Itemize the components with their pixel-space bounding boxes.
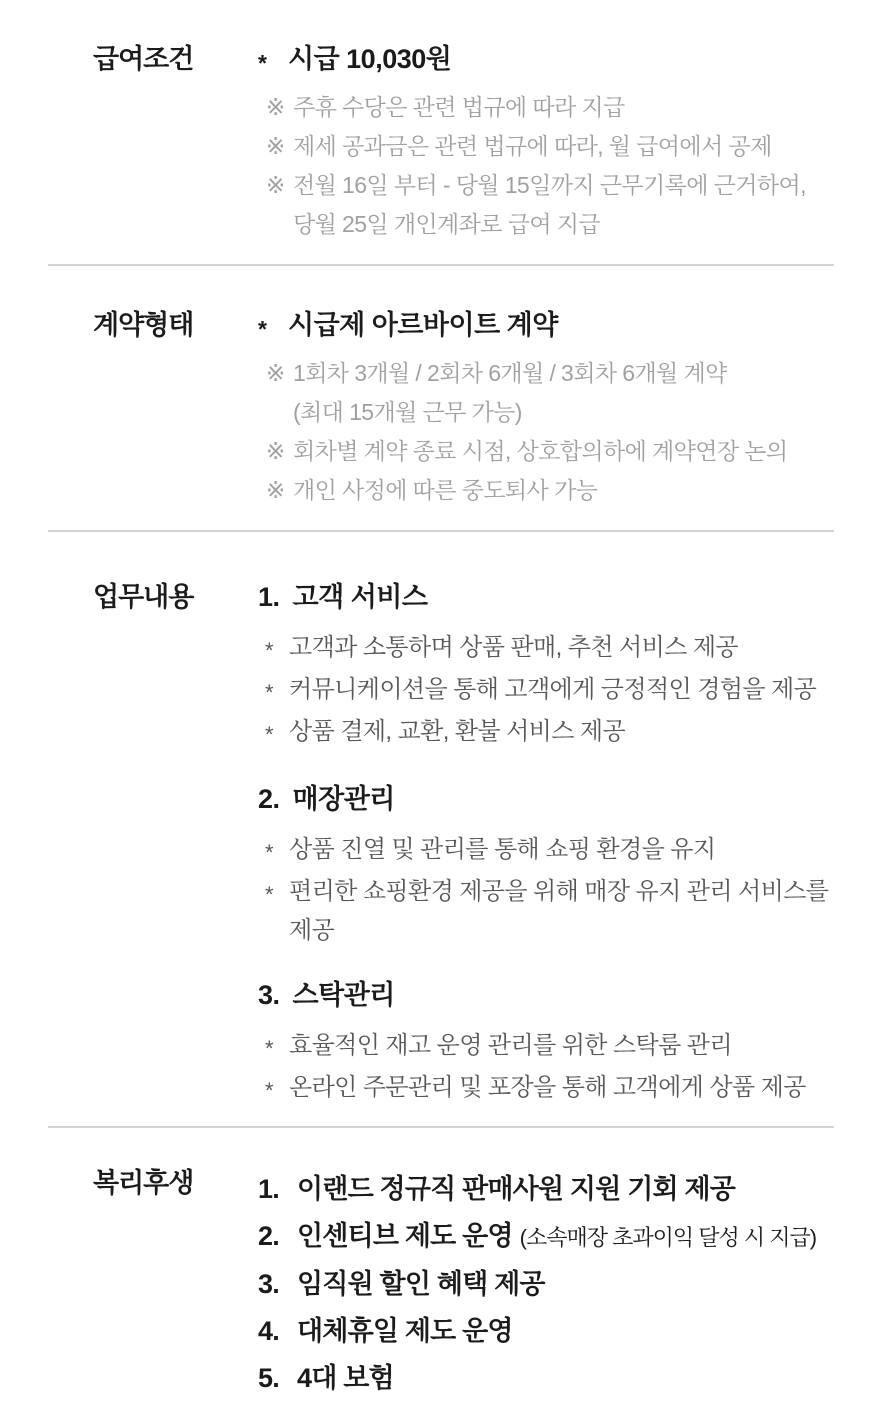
duty-group-title: [258, 782, 835, 816]
reference-marker: ※: [266, 172, 285, 198]
salary-note: [266, 166, 835, 205]
section-benefits-label: 복리후생: [93, 1168, 194, 1198]
asterisk-marker: *: [265, 1078, 273, 1103]
duty-bullet-text: 효율적인 재고 운영 관리를 위한 스탁룸 관리: [289, 1032, 732, 1059]
duty-bullet: [265, 628, 835, 670]
duty-group-title: [258, 580, 835, 614]
benefit-item: [258, 1166, 835, 1213]
duty-group-stock-management: [258, 978, 835, 1110]
duty-group-title-text: 매장관리: [292, 784, 395, 814]
duty-bullet-text: 상품 진열 및 관리를 통해 쇼핑 환경을 유지: [289, 836, 716, 863]
section-contract-label: 계약형태: [93, 310, 194, 340]
empty-marker: [266, 393, 293, 432]
benefit-number: 3.: [258, 1269, 279, 1299]
asterisk-marker: *: [265, 638, 273, 663]
reference-marker: ※: [266, 133, 285, 159]
asterisk-marker: *: [265, 882, 273, 907]
duty-group-number: 2.: [258, 784, 280, 814]
duty-bullet-text: 온라인 주문관리 및 포장을 통해 고객에게 상품 제공: [289, 1074, 806, 1101]
contract-main-line: [258, 308, 835, 346]
benefit-item: [258, 1355, 835, 1402]
reference-marker: ※: [266, 477, 285, 503]
benefit-text: 인센티브 제도 운영: [297, 1221, 513, 1251]
duty-bullet: [265, 1068, 835, 1110]
duty-group-title-text: 고객 서비스: [292, 582, 428, 612]
section-duties: [0, 532, 879, 1110]
benefit-text: 이랜드 정규직 판매사원 지원 기회 제공: [297, 1174, 736, 1204]
salary-note-text: 당월 25일 개인계좌로 급여 지급: [293, 211, 600, 237]
asterisk-marker: *: [265, 1036, 273, 1061]
duty-bullet-text: 고객과 소통하며 상품 판매, 추천 서비스 제공: [289, 634, 738, 661]
duty-group-customer-service: [258, 580, 835, 754]
asterisk-marker: *: [265, 840, 273, 865]
section-contract: [0, 266, 879, 510]
contract-type-text: 시급제 아르바이트 계약: [288, 310, 558, 340]
section-salary-label: 급여조건: [93, 44, 194, 74]
reference-marker: ※: [266, 438, 285, 464]
contract-note-text: (최대 15개월 근무 가능): [293, 399, 522, 425]
contract-note: [266, 471, 835, 510]
salary-note-text: 주휴 수당은 관련 법규에 따라 지급: [293, 94, 625, 120]
duty-bullet: [265, 830, 835, 872]
benefit-item: [258, 1308, 835, 1355]
contract-notes: [258, 354, 835, 510]
duty-bullets: [258, 830, 835, 950]
section-duties-label: 업무내용: [93, 582, 194, 612]
duty-group-title-text: 스탁관리: [292, 980, 395, 1010]
duty-bullets: [258, 1026, 835, 1110]
benefit-item: [258, 1213, 835, 1261]
duty-bullet-text: 편리한 쇼핑환경 제공을 위해 매장 유지 관리 서비스를 제공: [289, 878, 829, 944]
benefit-text: 임직원 할인 혜택 제공: [297, 1269, 545, 1299]
salary-note-text: 전월 16일 부터 - 당월 15일까지 근무기록에 근거하여,: [293, 172, 806, 198]
duty-group-number: 3.: [258, 980, 280, 1010]
salary-note-text: 제세 공과금은 관련 법규에 따라, 월 급여에서 공제: [293, 133, 772, 159]
duty-bullet: [265, 670, 835, 712]
duty-bullet: [265, 1026, 835, 1068]
asterisk-marker: *: [258, 316, 267, 342]
duty-bullet-text: 상품 결제, 교환, 환불 서비스 제공: [289, 718, 626, 745]
contract-note-text: 개인 사정에 따른 중도퇴사 가능: [293, 477, 598, 503]
benefit-item: [258, 1261, 835, 1308]
benefit-number: 4.: [258, 1316, 279, 1346]
reference-marker: ※: [266, 360, 285, 386]
salary-notes: [258, 88, 835, 244]
duty-group-number: 1.: [258, 582, 280, 612]
benefit-note: (소속매장 초과이익 달성 시 지급): [519, 1225, 817, 1250]
benefit-text: 4대 보험: [297, 1363, 394, 1393]
contract-note-text: 1회차 3개월 / 2회차 6개월 / 3회차 6개월 계약: [293, 360, 727, 386]
salary-amount-text: 시급 10,030원: [288, 44, 452, 74]
contract-note: [266, 432, 835, 471]
asterisk-marker: *: [265, 722, 273, 747]
salary-note: [266, 127, 835, 166]
salary-note-continuation: [266, 205, 835, 244]
asterisk-marker: *: [265, 680, 273, 705]
salary-note: [266, 88, 835, 127]
contract-note: [266, 354, 835, 393]
duty-group-store-management: [258, 782, 835, 950]
section-benefits: [0, 1128, 879, 1402]
empty-marker: [266, 205, 293, 244]
benefit-number: 2.: [258, 1221, 279, 1251]
salary-main-line: [258, 42, 835, 80]
section-salary: [0, 0, 879, 244]
contract-note-continuation: [266, 393, 835, 432]
duty-bullet-text: 커뮤니케이션을 통해 고객에게 긍정적인 경험을 제공: [289, 676, 817, 703]
duty-bullet: [265, 712, 835, 754]
benefit-number: 1.: [258, 1174, 279, 1204]
duty-bullet: [265, 872, 835, 950]
reference-marker: ※: [266, 94, 285, 120]
asterisk-marker: *: [258, 50, 267, 76]
duty-bullets: [258, 628, 835, 754]
benefit-number: 5.: [258, 1363, 279, 1393]
duty-group-title: [258, 978, 835, 1012]
contract-note-text: 회차별 계약 종료 시점, 상호합의하에 계약연장 논의: [293, 438, 788, 464]
benefit-text: 대체휴일 제도 운영: [297, 1316, 513, 1346]
